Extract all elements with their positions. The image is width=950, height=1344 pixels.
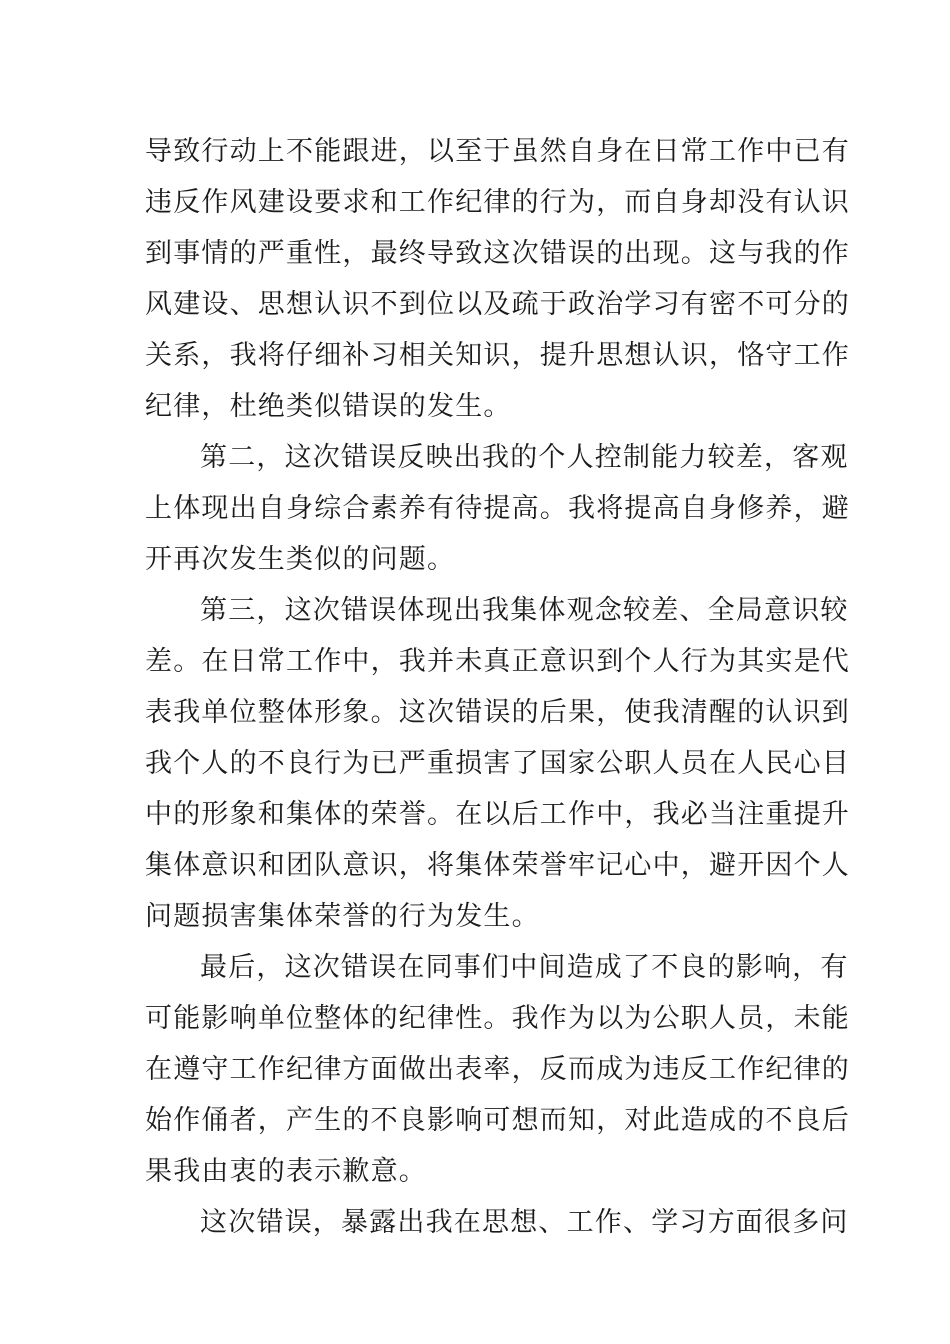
text-line: 这次错误，暴露出我在思想、工作、学习方面很多问 [200, 1207, 849, 1238]
text-line: 第三，这次错误体现出我集体观念较差、全局意识较 [200, 595, 849, 626]
text-line: 表我单位整体形象。这次错误的后果，使我清醒的认识到 [145, 697, 850, 728]
text-line: 上体现出自身综合素养有待提高。我将提高自身修养，避 [145, 493, 850, 524]
text-line: 开再次发生类似的问题。 [145, 544, 456, 575]
text-line: 果我由衷的表示歉意。 [145, 1156, 427, 1187]
text-line: 始作俑者，产生的不良影响可想而知，对此造成的不良后 [145, 1105, 850, 1136]
text-line: 我个人的不良行为已严重损害了国家公职人员在人民心目 [145, 748, 850, 779]
text-line: 差。在日常工作中，我并未真正意识到个人行为其实是代 [145, 646, 850, 677]
text-line: 风建设、思想认识不到位以及疏于政治学习有密不可分的 [145, 289, 850, 320]
text-line: 问题损害集体荣誉的行为发生。 [145, 901, 540, 932]
text-line: 中的形象和集体的荣誉。在以后工作中，我必当注重提升 [145, 799, 850, 830]
text-line: 在遵守工作纪律方面做出表率，反而成为违反工作纪律的 [145, 1054, 850, 1085]
text-line: 最后，这次错误在同事们中间造成了不良的影响，有 [200, 952, 849, 983]
document-body [145, 126, 850, 1248]
text-line: 到事情的严重性，最终导致这次错误的出现。这与我的作 [145, 238, 850, 269]
text-line: 第二，这次错误反映出我的个人控制能力较差，客观 [200, 442, 849, 473]
text-line: 关系，我将仔细补习相关知识，提升思想认识，恪守工作 [145, 340, 850, 371]
text-line: 违反作风建设要求和工作纪律的行为，而自身却没有认识 [145, 187, 850, 218]
text-line: 纪律，杜绝类似错误的发生。 [145, 391, 512, 422]
text-line: 导致行动上不能跟进，以至于虽然自身在日常工作中已有 [145, 136, 850, 167]
text-line: 集体意识和团队意识，将集体荣誉牢记心中，避开因个人 [145, 850, 850, 881]
text-line: 可能影响单位整体的纪律性。我作为以为公职人员，未能 [145, 1003, 850, 1034]
